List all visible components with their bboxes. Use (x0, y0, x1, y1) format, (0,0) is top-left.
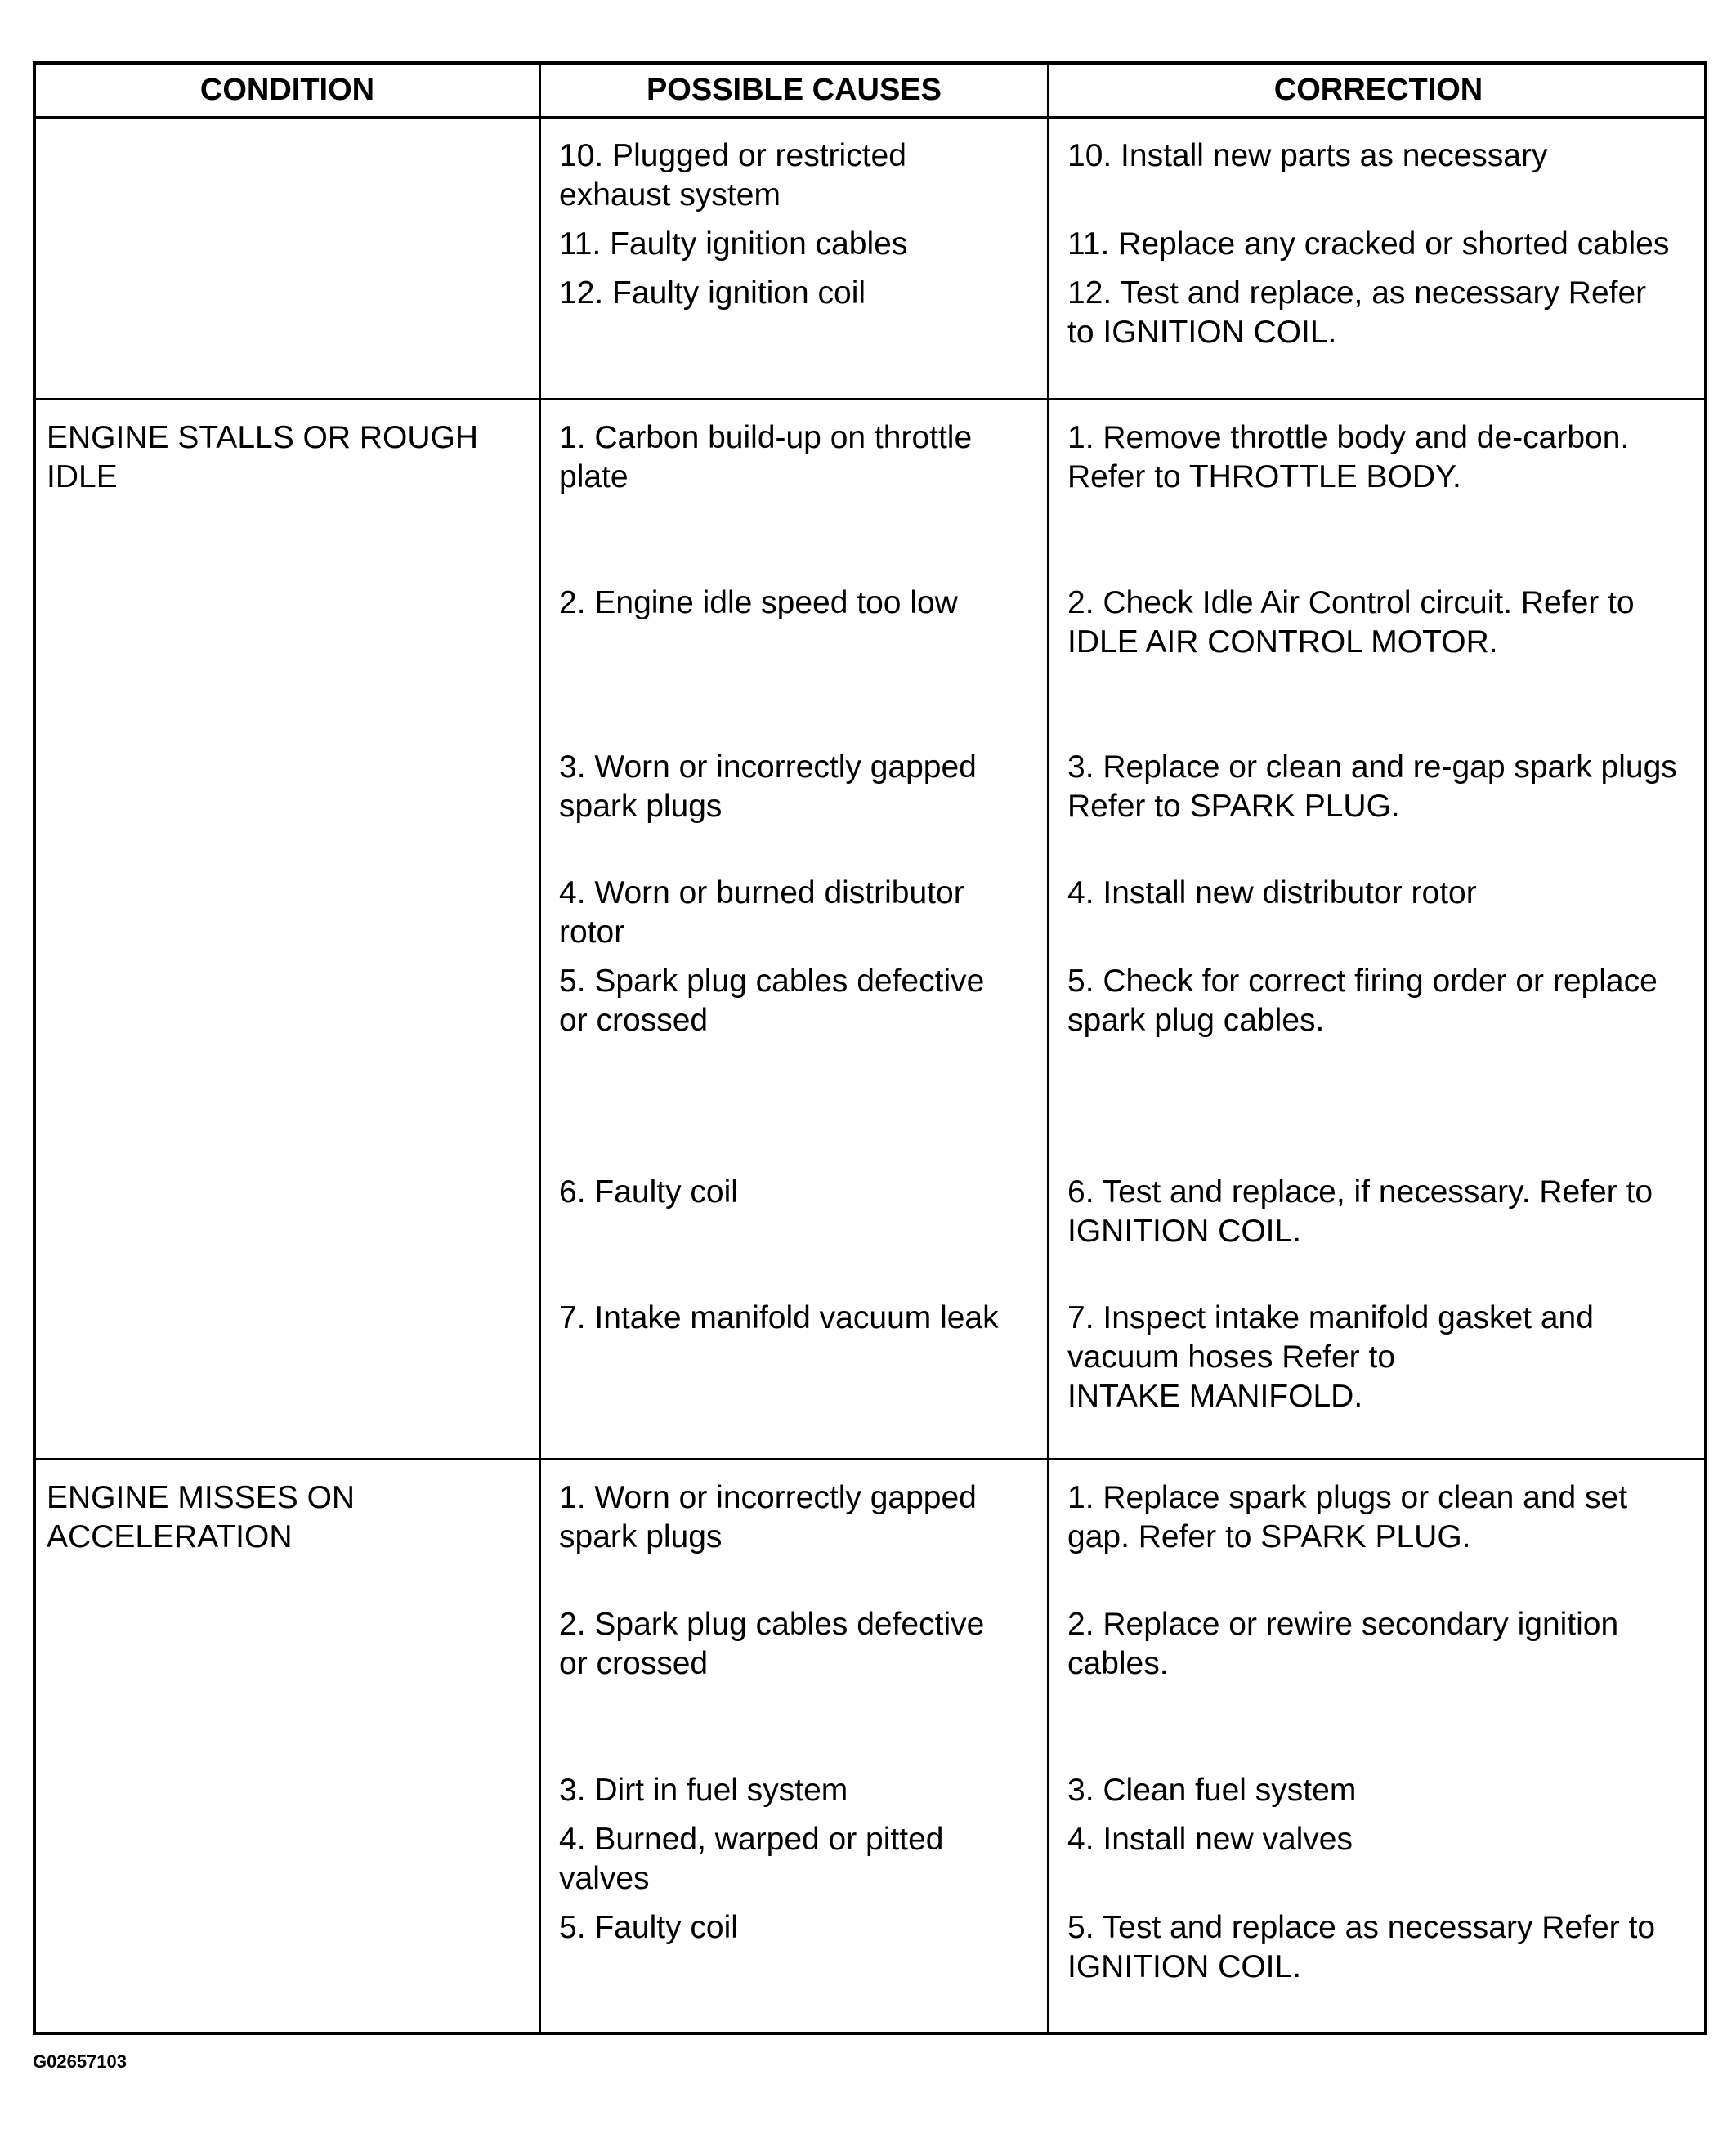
column-divider (539, 65, 541, 2032)
cause-item: 4. Burned, warped or pitted valves (559, 1822, 944, 1896)
header-correction: CORRECTION (1273, 73, 1483, 107)
correction-item: 1. Remove throttle body and de-carbon. Refer to THROTTLE BODY. (1067, 420, 1630, 494)
correction-item: 3. Replace or clean and re-gap spark plugs Refer to SPARK PLUG. (1067, 749, 1677, 824)
column-divider (1047, 65, 1049, 2032)
cause-item: 11. Faulty ignition cables (559, 226, 908, 262)
cause-item: 10. Plugged or restricted exhaust system (559, 138, 906, 212)
cause-item: 3. Worn or incorrectly gapped spark plugs (559, 749, 977, 824)
condition-cell: ENGINE STALLS OR ROUGH IDLE (47, 420, 479, 494)
cause-item: 2. Engine idle speed too low (559, 585, 958, 620)
correction-item: 5. Check for correct firing order or replace spark plug cables. (1067, 964, 1658, 1038)
cause-item: 4. Worn or burned distributor rotor (559, 875, 964, 950)
header-divider (36, 116, 1704, 119)
correction-item: 12. Test and replace, as necessary Refer to IGNITION COIL. (1067, 275, 1647, 350)
row-divider (36, 398, 1704, 400)
correction-item: 2. Check Idle Air Control circuit. Refer to IDLE AIR CONTROL MOTOR. (1067, 585, 1635, 660)
condition-cell: ENGINE MISSES ON ACCELERATION (47, 1480, 356, 1554)
cause-item: 1. Carbon build-up on throttle plate (559, 420, 973, 494)
correction-item: 4. Install new distributor rotor (1067, 875, 1477, 910)
cause-item: 5. Faulty coil (559, 1910, 738, 1945)
correction-item: 2. Replace or rewire secondary ignition cables. (1067, 1607, 1619, 1681)
correction-item: 1. Replace spark plugs or clean and set gap. Refer to SPARK PLUG. (1067, 1480, 1628, 1554)
cause-item: 1. Worn or incorrectly gapped spark plugs (559, 1480, 977, 1554)
cause-item: 7. Intake manifold vacuum leak (559, 1300, 999, 1335)
figure-id: G02657103 (33, 2051, 127, 2072)
troubleshooting-table (33, 61, 1707, 2035)
correction-item: 6. Test and replace, if necessary. Refer to IGNITION COIL. (1067, 1174, 1653, 1249)
cause-item: 12. Faulty ignition coil (559, 275, 866, 311)
header-possible-causes: POSSIBLE CAUSES (646, 73, 942, 107)
correction-item: 5. Test and replace as necessary Refer to IGNITION COIL. (1067, 1910, 1656, 1984)
header-condition: CONDITION (199, 73, 375, 107)
cause-item: 2. Spark plug cables defective or crossed (559, 1607, 985, 1681)
row-divider (36, 1458, 1704, 1460)
correction-item: 7. Inspect intake manifold gasket and vacuum hoses Refer to INTAKE MANIFOLD. (1067, 1300, 1594, 1414)
cause-item: 3. Dirt in fuel system (559, 1773, 848, 1808)
correction-item: 4. Install new valves (1067, 1822, 1353, 1857)
correction-item: 11. Replace any cracked or shorted cables (1067, 226, 1670, 262)
correction-item: 3. Clean fuel system (1067, 1773, 1357, 1808)
correction-item: 10. Install new parts as necessary (1067, 138, 1548, 173)
cause-item: 5. Spark plug cables defective or crossed (559, 964, 985, 1038)
cause-item: 6. Faulty coil (559, 1174, 738, 1210)
